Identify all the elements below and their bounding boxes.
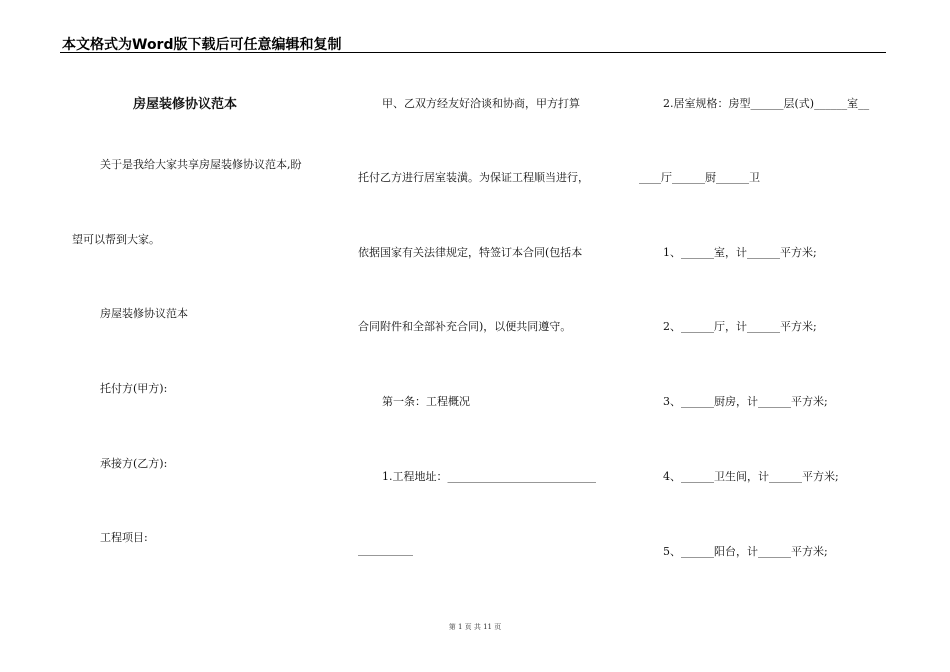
party-b-label: 承接方(乙方):	[100, 457, 168, 470]
project-label: 工程项目:	[100, 531, 148, 544]
body-line-3: 依据国家有关法律规定，特签订本合同(包括本	[358, 246, 583, 259]
project-address-line: 1.工程地址：___________________________	[382, 470, 596, 483]
body-line-4: 合同附件和全部补充合同)，以便共同遵守。	[358, 320, 572, 333]
intro-line-1: 关于是我给大家共享房屋装修协议范本,盼	[100, 158, 302, 171]
article-1-heading: 第一条：工程概况	[382, 395, 470, 408]
intro-line-2: 望可以帮到大家。	[72, 233, 160, 246]
document-header: 本文格式为Word版下载后可任意编辑和复制	[62, 37, 342, 53]
balcony-area-item: 5、______阳台，计______平方米;	[663, 545, 828, 558]
body-line-2: 托付乙方进行居室装潢。为保证工程顺当进行，	[358, 171, 589, 184]
page-number: 第 1 页 共 11 页	[448, 623, 502, 631]
bathroom-area-item: 4、______卫生间，计______平方米;	[663, 470, 839, 483]
party-a-label: 托付方(甲方):	[100, 382, 168, 395]
room-spec-line: 2.居室规格：房型______层(式)______室__	[663, 97, 870, 110]
header-divider	[60, 52, 886, 53]
document-title: 房屋装修协议范本	[133, 97, 238, 112]
hall-area-item: 2、______厅，计______平方米;	[663, 320, 817, 333]
room-area-item: 1、______室，计______平方米;	[663, 246, 817, 259]
body-line-1: 甲、乙双方经友好洽谈和协商，甲方打算	[382, 97, 580, 110]
kitchen-area-item: 3、______厨房，计______平方米;	[663, 395, 828, 408]
room-spec-continuation: ____厅______厨______卫	[639, 171, 760, 184]
address-continuation: __________	[358, 543, 413, 556]
section-title: 房屋装修协议范本	[100, 307, 188, 320]
